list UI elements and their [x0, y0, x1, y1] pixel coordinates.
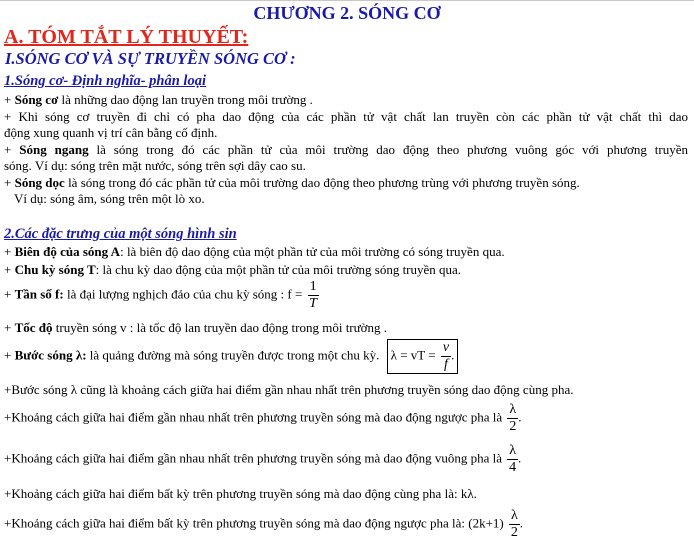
char-period — [4, 262, 461, 278]
opposite-phase-text: +Khoảng cách giữa hai điểm gần nhau nhất trên phương truyền sóng mà dao động ngược pha là — [4, 409, 503, 425]
subheading-characteristics: 2.Các đặc trưng của một sóng hình sin — [4, 226, 237, 242]
fraction-numerator: λ — [510, 508, 518, 523]
fraction-denominator: 2 — [509, 419, 517, 434]
propagation-text-1: + Khi sóng cơ truyền đi chỉ có pha dao động của các phần tử vật chất lan truyền còn các phần tử vật chất thì dao — [4, 109, 688, 124]
any-opposite-phase-text: +Khoảng cách giữa hai điểm bất kỳ trên phương truyền sóng mà dao động ngược pha là: (2k+1) — [4, 515, 504, 531]
bullet: + — [4, 142, 12, 157]
section-a-heading — [4, 26, 248, 49]
term-song-ngang: Sóng ngang — [19, 142, 89, 157]
fraction-denominator: 2 — [510, 525, 518, 540]
speed-text: truyền sóng v : là tốc độ lan truyền dao động trong môi trường . — [52, 320, 388, 335]
fraction-numerator: v — [442, 340, 450, 355]
period-mark: . — [451, 347, 455, 363]
term-amplitude: Biên độ của sóng A — [14, 244, 121, 259]
half-lambda-fraction — [507, 403, 518, 434]
bullet: + — [4, 92, 12, 107]
amplitude-text: : là biên độ dao động của một phần tử của môi trường có sóng truyền qua. — [120, 244, 505, 259]
para-wave-definition — [4, 92, 313, 108]
bullet: + — [4, 244, 12, 259]
period-text: : là chu kỳ dao động của một phần tử của môi trường sóng truyền qua. — [95, 262, 462, 277]
term-song-doc: Sóng dọc — [14, 175, 65, 190]
para-propagation-line2 — [4, 125, 217, 141]
bullet: + — [4, 347, 12, 363]
para-longitudinal-example — [14, 191, 205, 207]
term-wavelength: Bước sóng λ: — [14, 347, 87, 363]
fraction-numerator: λ — [509, 402, 517, 417]
term-song-co: Sóng cơ — [14, 92, 59, 107]
period-mark: . — [519, 515, 524, 531]
period-mark: . — [518, 450, 522, 466]
any-same-phase-text: +Khoảng cách giữa hai điểm bất kỳ trên phương truyền sóng mà dao động cùng pha là: kλ. — [4, 486, 477, 501]
dist-same-phase — [4, 382, 573, 398]
dist-any-opposite-phase — [4, 509, 523, 540]
dist-quadrature-phase — [4, 444, 521, 475]
fraction-numerator: λ — [509, 443, 517, 458]
para-propagation-line1 — [4, 109, 688, 125]
frequency-fraction — [308, 280, 319, 311]
bullet: + — [4, 286, 12, 302]
longitudinal-example: Ví dụ: sóng âm, sóng trên một lò xo. — [14, 191, 205, 206]
top-rule — [0, 0, 694, 1]
term-frequency: Tần số f: — [14, 286, 64, 302]
wavelength-text: là quảng đường mà sóng truyền được trong một chu kỳ. — [86, 347, 380, 363]
fraction-numerator: 1 — [309, 279, 317, 294]
chapter-title: CHƯƠNG 2. SÓNG CƠ — [253, 3, 441, 23]
same-phase-text: +Bước sóng λ cũng là khoảng cách giữa hai điểm gần nhau nhất trên phương truyền sóng dao động cùng pha. — [4, 382, 574, 397]
section-i-heading: I.SÓNG CƠ VÀ SỰ TRUYỀN SÓNG CƠ : — [5, 49, 296, 68]
bullet: + — [4, 262, 12, 277]
bullet: + — [4, 320, 12, 335]
transverse-text-1 — [4, 142, 688, 158]
transverse-definition: là sóng trong đó các phần tử của môi trường dao động theo phương vuông góc với phương truyền — [88, 142, 688, 157]
char-amplitude — [4, 244, 505, 260]
term-period: Chu kỳ sóng T — [14, 262, 96, 277]
bullet: + — [4, 175, 12, 190]
transverse-example: sóng. Ví dụ: sóng trên mặt nước, sóng trên sợi dây cao su. — [4, 158, 306, 173]
definition-text: là những dao động lan truyền trong môi trường . — [58, 92, 313, 107]
dist-any-same-phase — [4, 486, 477, 502]
quadrature-phase-text: +Khoảng cách giữa hai điểm gần nhau nhất trên phương truyền sóng mà dao động vuông pha là — [4, 450, 502, 466]
wavelength-formula-box — [387, 339, 459, 374]
char-frequency — [4, 280, 319, 311]
para-transverse-line1 — [4, 142, 688, 158]
dist-opposite-phase — [4, 403, 521, 434]
fraction-denominator: T — [309, 296, 317, 311]
propagation-text-2: động xung quanh vị trí cân bằng cố định. — [4, 125, 218, 140]
fraction-denominator: f — [444, 357, 448, 372]
quarter-lambda-fraction — [507, 444, 518, 475]
para-transverse-line2 — [4, 158, 306, 174]
section-a-text: A. TÓM TẮT LÝ THUYẾT: — [4, 26, 249, 48]
wavelength-fraction — [441, 341, 451, 372]
term-speed: Tốc độ — [14, 320, 53, 335]
longitudinal-definition: là sóng trong đó các phần tử của môi trường dao động theo phương trùng với phương truyền sóng. — [64, 175, 580, 190]
odd-half-lambda-fraction — [509, 509, 520, 540]
frequency-text: là đại lượng nghịch đảo của chu kỳ sóng : f = — [63, 286, 303, 302]
period-mark: . — [518, 409, 522, 425]
subheading-definition: 1.Sóng cơ- Định nghĩa- phân loại — [4, 73, 206, 89]
wavelength-formula: λ = vT = — [390, 347, 436, 363]
char-speed — [4, 320, 387, 336]
para-longitudinal — [4, 175, 580, 191]
char-wavelength — [4, 339, 458, 374]
fraction-denominator: 4 — [509, 460, 517, 475]
